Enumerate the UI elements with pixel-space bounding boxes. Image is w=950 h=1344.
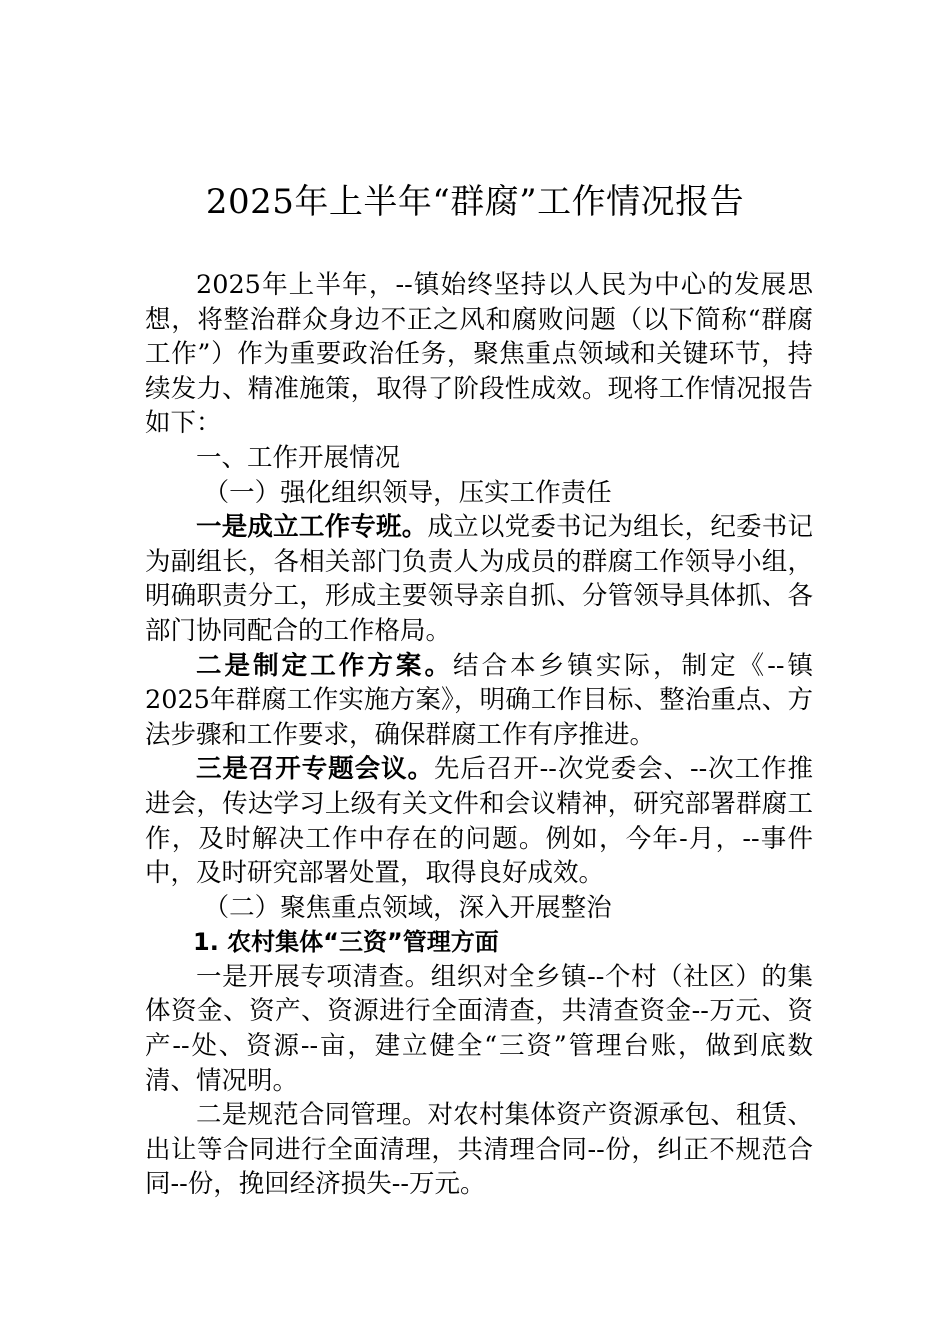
topic-heading-1: 1. 农村集体“三资”管理方面	[193, 928, 499, 957]
item-text-1: 成立以党委书记为组长，纪委书记为副组长，各相关部门负责人为成员的群腐工作领导小组，明确职责分工，形成主要领导亲自抓、分管领导具体抓、各部门协同配合的工作格局。	[145, 512, 813, 646]
section-heading-1: 一、工作开展情况	[196, 442, 401, 473]
item-text-3: 先后召开--次党委会、--次工作推进会，传达学习上级有关文件和会议精神，研究部署群腐工作，及时解决工作中存在的问题。例如，今年-月，--事件中，及时研究部署处置，取得良好成效。	[145, 754, 813, 889]
item-lead-1: 一是成立工作专班。	[196, 512, 428, 543]
item-paragraph-1	[145, 510, 813, 648]
topic-paragraph-2: 二是规范合同管理。对农村集体资产资源承包、租赁、出让等合同进行全面清理，共清理合同--份，纠正不规范合同--份，挽回经济损失--万元。	[145, 1100, 813, 1200]
document-body	[145, 268, 813, 1202]
document-title: 2025年上半年“群腐”工作情况报告	[205, 182, 745, 222]
item-paragraph-2	[145, 649, 813, 753]
item-lead-3: 三是召开专题会议。	[196, 754, 434, 785]
intro-paragraph: 2025年上半年，--镇始终坚持以人民为中心的发展思想，将整治群众身边不正之风和腐败问题（以下简称“群腐工作”）作为重要政治任务，聚焦重点领域和关键环节，持续发力、精准施策，取得了阶段性成效。现将工作情况报告如下：	[145, 270, 813, 439]
item-text-2: 结合本乡镇实际，制定《--镇2025年群腐工作实施方案》，明确工作目标、整治重点、方法步骤和工作要求，确保群腐工作有序推进。	[145, 650, 813, 750]
subsection-heading-1: （一）强化组织领导，压实工作责任	[203, 477, 612, 508]
item-lead-2: 二是制定工作方案。	[196, 650, 454, 681]
topic-paragraph-1: 一是开展专项清查。组织对全乡镇--个村（社区）的集体资金、资产、资源进行全面清查，共清查资金--万元、资产--处、资源--亩，建立健全“三资”管理台账，做到底数清、情况明。	[145, 961, 813, 1096]
item-paragraph-3	[145, 752, 813, 890]
subsection-heading-2: （二）聚焦重点领域，深入开展整治	[203, 892, 612, 923]
